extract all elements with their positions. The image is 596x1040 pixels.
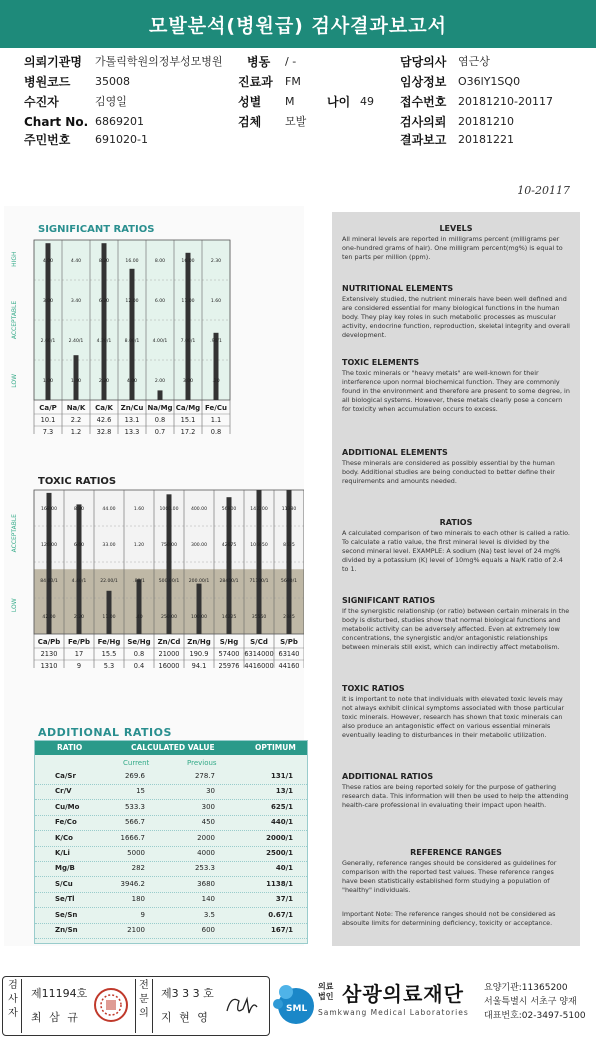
ratio-name: Fe/Hg — [97, 638, 121, 646]
additional-row — [35, 877, 307, 893]
ratio-bar — [137, 579, 142, 634]
ratio-value-previous: 17.2 — [180, 428, 196, 436]
specialist-label: 전문의 — [135, 979, 153, 1033]
handwritten-note: 10-20117 — [517, 184, 570, 197]
col-optimum: OPTIMUM — [255, 743, 296, 752]
ratio-name: Se/Hg — [127, 638, 151, 646]
scale-label: 14225 — [221, 615, 237, 620]
ratio-bar — [197, 584, 202, 634]
patient-value: 김영일 — [95, 95, 127, 108]
additional-optimum: 440/1 — [270, 818, 293, 827]
additional-optimum: 625/1 — [270, 802, 293, 811]
ratio-value-previous: 0.4 — [133, 662, 145, 670]
ratio-value-previous: 5.3 — [103, 662, 115, 670]
ratio-value-previous: 0.8 — [210, 428, 222, 436]
scale-label: 8.80 — [73, 507, 85, 512]
ratio-bar — [158, 390, 163, 400]
additional-optimum: 13/1 — [275, 787, 293, 796]
patient-info — [0, 50, 596, 156]
receipt-value: 20181210-20117 — [458, 95, 553, 108]
scale-label: 750.00 — [160, 543, 178, 548]
report-title: 모발분석(병원급) 검사결과보고서 — [0, 0, 596, 48]
request-label: 검사의뢰 — [400, 115, 447, 129]
chart-value: 6869201 — [95, 115, 144, 128]
physician-label: 담당의사 — [400, 55, 447, 69]
scale-label: 4.40 — [70, 259, 82, 264]
logo-small-text: SML — [286, 1004, 308, 1014]
ratio-value-current: 190.9 — [189, 650, 209, 658]
scale-label: 400.00 — [190, 507, 208, 512]
additional-row — [35, 815, 307, 831]
additional-ratios-notes-text: These ratios are being reported solely for the purpose of gathering research data. This information will then be used to help the attending health-care professional in evaluating their impact upon health. — [342, 783, 569, 809]
sub-previous: Previous — [187, 759, 217, 767]
scale-label: 42.00 — [42, 615, 56, 620]
ratio-name: S/Pb — [280, 638, 298, 646]
report-value: 20181221 — [458, 133, 514, 146]
additional-previous: 3680 — [197, 879, 215, 888]
physician-value: 염근상 — [458, 55, 490, 68]
scale-label: 2.00 — [154, 379, 166, 384]
scale-label: .20 — [212, 379, 220, 384]
ratio-bar — [167, 494, 172, 634]
scale-label: 4.40/1 — [71, 579, 87, 584]
ratio-value-previous: 1310 — [40, 662, 58, 670]
ratio-value-current: 2.2 — [70, 416, 82, 424]
ratio-value-previous: 94.1 — [191, 662, 207, 670]
address: 서울특별시 서초구 양재 — [484, 997, 577, 1007]
scale-label: 3.40 — [70, 299, 82, 304]
logo-prefix: 의료법인 — [318, 982, 334, 1001]
scale-label: 6.60 — [73, 543, 85, 548]
ratio-value-current: 13.1 — [124, 416, 140, 424]
ratios-panel — [4, 206, 304, 946]
scale-label: 42675 — [221, 543, 237, 548]
significant-notes-title: SIGNIFICANT RATIOS — [342, 596, 436, 605]
scale-label: 4.00 — [126, 379, 138, 384]
additional-previous: 253.3 — [194, 864, 215, 873]
additional-elements-text: These minerals are considered as possibly essential by the human body. Additional studies are being conducted to better define their requirements and amounts needed. — [342, 459, 555, 485]
ratio-value-previous: 16000 — [158, 662, 180, 670]
signature-box — [2, 976, 270, 1036]
scale-label: 35550 — [251, 615, 267, 620]
additional-previous: 600 — [201, 926, 215, 934]
age-label: 나이 — [327, 95, 351, 109]
additional-ratio: Cu/Mo — [55, 802, 80, 811]
scale-label: 1.00 — [42, 379, 54, 384]
toxic-ratios-notes-title: TOXIC RATIOS — [342, 684, 405, 693]
additional-ratio: Ca/Sr — [55, 772, 76, 780]
ratio-value-previous: 13.3 — [124, 428, 140, 436]
additional-previous: 30 — [206, 787, 215, 796]
scale-label: 8.00 — [154, 259, 166, 264]
scale-label: 44.00 — [102, 507, 116, 512]
specimen-value: 모발 — [285, 115, 307, 128]
ratio-name: S/Cd — [250, 638, 268, 646]
scale-label: 6.00 — [154, 299, 166, 304]
scale-label: 1000.00 — [159, 507, 179, 512]
logo-english: Samkwang Medical Laboratories — [318, 1008, 469, 1017]
scale-label: 3.00 — [42, 299, 54, 304]
additional-previous: 140 — [201, 895, 215, 904]
col-calculated: CALCULATED VALUE — [131, 743, 215, 752]
additional-current: 180 — [131, 895, 145, 904]
additional-row — [35, 800, 307, 816]
nutritional-text: Extensively studied, the nutrient minerals have been well defined and are considered essential for many biological functions in the human body. They play key roles in such metabolic processes as muscular activity, endocrine function, reproduction, skeletal integrity and overall development. — [342, 295, 570, 339]
ratio-name: Ca/Mg — [175, 404, 201, 412]
scale-label: 200.00/1 — [188, 579, 210, 584]
ratio-name: Na/Mg — [147, 404, 173, 412]
scale-label: 11380 — [281, 507, 297, 512]
additional-ratio: Zn/Sn — [55, 926, 78, 934]
ratio-value-current: 10.1 — [40, 416, 56, 424]
scale-label: 11.00 — [102, 615, 116, 620]
toxic-ratios-chart — [4, 472, 304, 708]
footer — [0, 972, 596, 1040]
nutritional-title: NUTRITIONAL ELEMENTS — [342, 284, 454, 293]
additional-row — [35, 784, 307, 800]
side-label: ACCEPTABLE — [11, 514, 18, 553]
side-label: ACCEPTABLE — [11, 300, 18, 340]
additional-current: 269.6 — [124, 772, 145, 780]
col-ratio: RATIO — [57, 743, 83, 752]
scale-label: 1.20 — [133, 543, 145, 548]
ratio-value-previous: 1.2 — [70, 428, 82, 436]
additional-optimum: 2000/1 — [266, 833, 293, 842]
ratio-bar — [46, 243, 51, 400]
additional-row — [35, 908, 307, 924]
side-label: LOW — [11, 598, 18, 613]
ratio-name: Fe/Cu — [205, 404, 227, 412]
additional-optimum: 2500/1 — [266, 849, 293, 857]
additional-row — [35, 861, 307, 877]
sex-label: 성별 — [238, 95, 262, 109]
report-label: 결과보고 — [400, 133, 447, 147]
scale-label: 2.30 — [210, 259, 222, 264]
ratio-value-previous: 25976 — [218, 662, 240, 670]
sex-value: M — [285, 95, 295, 108]
scale-label: .40 — [135, 615, 143, 620]
hospital-code-label: 병원코드 — [24, 75, 71, 89]
scale-label: 71100/1 — [249, 579, 269, 584]
scale-label: 2.40/1 — [68, 339, 84, 344]
seal-stamp — [93, 987, 129, 1023]
reference-ranges-text: Generally, reference ranges should be considered as guidelines for comparison with the reported test values. These reference ranges have been statistically established form studying a population of "healthy" individuals. — [342, 859, 557, 894]
scale-label: 106650 — [250, 543, 268, 548]
scale-label: 33.00 — [102, 543, 116, 548]
ratios-title: RATIOS — [439, 518, 473, 527]
scale-label: 28450/1 — [219, 579, 239, 584]
chart-title: TOXIC RATIOS — [38, 476, 117, 487]
hospital-code-value: 35008 — [95, 75, 130, 88]
scale-label: 22.00/1 — [100, 579, 118, 584]
scale-label: 2.20 — [98, 379, 110, 384]
additional-previous: 2000 — [197, 833, 215, 842]
side-label: LOW — [11, 373, 18, 388]
specimen-label: 검체 — [238, 115, 262, 129]
additional-current: 3946.2 — [120, 879, 145, 888]
additional-optimum: 1138/1 — [266, 879, 293, 888]
scale-label: 4.20/1 — [96, 339, 112, 344]
scale-label: 7.00/1 — [180, 339, 196, 344]
scale-label: 300.00 — [190, 543, 208, 548]
ratio-value-previous: 7.3 — [42, 428, 54, 436]
dept-label: 진료과 — [238, 75, 273, 89]
important-note: Important Note: The reference ranges should not be considered as absoulte limits for determining deficiency, toxicity or acceptance. — [342, 910, 556, 927]
toxic-elements-title: TOXIC ELEMENTS — [342, 358, 420, 367]
additional-ratio: Se/Sn — [55, 910, 78, 919]
additional-optimum: 40/1 — [275, 864, 293, 873]
chart-label: Chart No. — [24, 115, 89, 129]
notes-panel — [332, 212, 580, 946]
ratio-name: Ca/K — [95, 404, 113, 412]
scale-label: 1.40 — [70, 379, 82, 384]
ratio-value-current: 0.8 — [133, 650, 145, 658]
additional-previous: 278.7 — [194, 772, 215, 780]
additional-ratio: Cr/V — [55, 787, 72, 796]
ratio-value-current: 0.8 — [154, 416, 166, 424]
sml-logo-icon — [272, 982, 316, 1026]
ratio-value-current: 15.1 — [180, 416, 196, 424]
dept-value: FM — [285, 75, 301, 88]
ratio-name: Fe/Pb — [68, 638, 90, 646]
additional-previous: 4000 — [197, 849, 215, 857]
ratio-value-current: 21000 — [158, 650, 180, 658]
ratio-value-previous: 44160 — [278, 662, 300, 670]
logo-name: 삼광의료재단 — [342, 982, 464, 1006]
institution-value: 가톨릭학원의정부성모병원 — [95, 55, 223, 68]
ward-label: 병동 — [247, 55, 271, 69]
ratio-bar — [186, 253, 191, 400]
scale-label: 8.00/1 — [124, 339, 140, 344]
scale-label: 142200 — [250, 507, 268, 512]
additional-row — [35, 831, 307, 847]
ratio-value-previous: 4416000 — [244, 662, 274, 670]
receipt-label: 접수번호 — [400, 95, 447, 109]
scale-label: 100.00 — [190, 615, 208, 620]
examiner-license: 제11194호 — [31, 987, 88, 1000]
signature-icon — [221, 991, 261, 1021]
specialist-license: 제3 3 3 호 — [161, 987, 214, 1000]
additional-current: 1666.7 — [120, 833, 145, 842]
scale-label: 8535 — [283, 543, 295, 548]
scale-label: 4.00 — [42, 259, 54, 264]
ratio-name: Zn/Cd — [157, 638, 181, 646]
ratio-value-current: 2130 — [40, 650, 58, 658]
ratio-value-current: 63140 — [278, 650, 300, 658]
additional-current: 15 — [136, 787, 145, 796]
ratio-value-previous: 32.8 — [96, 428, 112, 436]
toxic-ratios-notes-text: It is important to note that individuals with elevated toxic levels may not always exhibit clinical symptoms associated with those particular toxic minerals. However, research has shown that toxic minerals can also produce an antagonistic effect on various essential minerals eventually leading to disturbances in their metabolic utilization. — [342, 695, 565, 739]
scale-label: 4.00/1 — [152, 339, 168, 344]
scale-label: 2.20 — [73, 615, 85, 620]
additional-optimum: 0.67/1 — [268, 910, 293, 919]
additional-current: 5000 — [127, 849, 145, 857]
specialist-name: 지 현 영 — [161, 1011, 210, 1024]
id-label: 주민번호 — [24, 133, 71, 147]
scale-label: 16.00 — [181, 259, 195, 264]
ward-value: / - — [285, 55, 297, 68]
ratio-name: Na/K — [66, 404, 86, 412]
scale-label: 168.00 — [40, 507, 58, 512]
scale-label: .90/1 — [210, 339, 222, 344]
additional-current: 9 — [140, 910, 145, 919]
phone: 대표번호:02-3497-5100 — [484, 1011, 586, 1021]
scale-label: 84.00/1 — [40, 579, 58, 584]
clinical-value: O36lY1SQ0 — [458, 75, 521, 88]
scale-label: 500.00/1 — [158, 579, 180, 584]
additional-previous: 3.5 — [203, 910, 215, 919]
clinical-label: 임상정보 — [400, 75, 447, 89]
additional-ratio: S/Cu — [55, 879, 73, 888]
ratio-bar — [102, 243, 107, 400]
levels-text: All mineral levels are reported in milligrams percent (milligrams per one-hundred grams of hair). One milligram percent(mg%) is equal to ten parts per million (ppm). — [342, 235, 563, 261]
additional-optimum: 167/1 — [270, 926, 293, 934]
additional-row — [35, 923, 307, 939]
scale-label: .80/1 — [133, 579, 145, 584]
scale-label: 16.00 — [125, 259, 139, 264]
ratio-value-current: 42.6 — [96, 416, 112, 424]
ratio-name: Zn/Cu — [120, 404, 144, 412]
additional-elements-title: ADDITIONAL ELEMENTS — [342, 448, 448, 457]
ratio-value-current: 1.1 — [210, 416, 222, 424]
additional-current: 282 — [131, 864, 145, 873]
additional-ratios-table — [34, 740, 308, 944]
additional-ratio: Mg/B — [55, 864, 75, 873]
additional-ratios-notes-title: ADDITIONAL RATIOS — [342, 772, 434, 781]
significant-ratios-chart — [4, 220, 304, 482]
additional-ratios-title: ADDITIONAL RATIOS — [38, 726, 172, 739]
scale-label: 5690/1 — [280, 579, 298, 584]
ratio-bar — [107, 591, 112, 634]
additional-optimum: 131/1 — [270, 772, 293, 780]
patient-label: 수진자 — [24, 95, 59, 109]
additional-ratio: K/Li — [55, 849, 70, 857]
additional-row — [35, 769, 307, 785]
ratio-name: Ca/Pb — [37, 638, 61, 646]
ratio-bar — [47, 493, 52, 634]
examiner-label: 검사자 — [5, 979, 22, 1033]
age-value: 49 — [360, 95, 374, 108]
id-value: 691020-1 — [95, 133, 148, 146]
scale-label: 1.60 — [133, 507, 145, 512]
additional-previous: 300 — [201, 802, 215, 811]
additional-optimum: 37/1 — [275, 895, 293, 904]
ratios-text: A calculated comparison of two minerals to each other is called a ratio. To calculate a ratio value, the first mineral level is divided by the second mineral level. EXAMPLE: A sodium (Na) test level of 24 mg% divided by a potassium (K) level of 10mg% equals a Na/K ratio of 2.4 to 1. — [342, 529, 570, 573]
additional-previous: 450 — [201, 818, 215, 827]
scale-label: 11.00 — [181, 299, 195, 304]
ratio-value-previous: 9 — [76, 662, 82, 670]
ratio-value-current: 6314000 — [244, 650, 274, 658]
ratio-name: Ca/P — [39, 404, 57, 412]
ratio-value-previous: 0.7 — [154, 428, 166, 436]
side-label: HIGH — [11, 251, 18, 267]
significant-notes-text: If the synergistic relationship (or ratio) between certain minerals in the body is disturbed, studies show that normal biological functions and metabolic activity can be adversely affected. Even at extremely low concentrations, the synergistic and/or antagonistic relationships between minerals still exist, which can indirectly affect metabolism. — [342, 607, 570, 651]
scale-label: 126.00 — [40, 543, 58, 548]
ratio-bar — [74, 355, 79, 400]
agency-code: 요양기관:11365200 — [484, 983, 568, 993]
scale-label: 2845 — [283, 615, 295, 620]
additional-header — [35, 741, 307, 755]
additional-row — [35, 892, 307, 908]
scale-label: 6.20 — [98, 299, 110, 304]
institution-label: 의뢰기관명 — [24, 55, 82, 69]
ratio-name: Zn/Hg — [187, 638, 211, 646]
additional-current: 2100 — [127, 926, 145, 934]
request-value: 20181210 — [458, 115, 514, 128]
scale-label: 3.00 — [182, 379, 194, 384]
additional-current: 533.3 — [124, 802, 145, 811]
examiner-name: 최 삼 규 — [31, 1011, 80, 1024]
additional-current: 566.7 — [124, 818, 145, 827]
toxic-elements-text: The toxic minerals or "heavy metals" are well-known for their interference upon normal biochemical function. They are commonly found in the environment and therefore are present to some degree, in all biological systems. However, these metals clearly pose a concern for toxicity when accumulation occurs to excess. — [342, 369, 570, 413]
scale-label: 56900 — [221, 507, 237, 512]
ratio-name: S/Hg — [219, 638, 239, 646]
chart-title: SIGNIFICANT RATIOS — [38, 224, 155, 235]
sub-current: Current — [123, 759, 150, 767]
additional-row — [35, 846, 307, 862]
scale-label: 2.60/1 — [40, 339, 56, 344]
ratio-value-current: 17 — [74, 650, 84, 658]
ratio-value-current: 15.5 — [101, 650, 117, 658]
scale-label: 8.20 — [98, 259, 110, 264]
additional-ratio: Se/Tl — [55, 895, 75, 904]
additional-ratio: Fe/Co — [55, 818, 77, 827]
levels-title: LEVELS — [439, 224, 473, 233]
scanned-report — [0, 206, 596, 950]
scale-label: 12.00 — [125, 299, 139, 304]
reference-ranges-title: REFERENCE RANGES — [410, 848, 502, 857]
ratio-bar — [227, 497, 232, 634]
additional-ratio: K/Co — [55, 833, 73, 842]
scale-label: 1.60 — [210, 299, 222, 304]
scale-label: 250.00 — [160, 615, 178, 620]
ratio-value-current: 57400 — [218, 650, 240, 658]
